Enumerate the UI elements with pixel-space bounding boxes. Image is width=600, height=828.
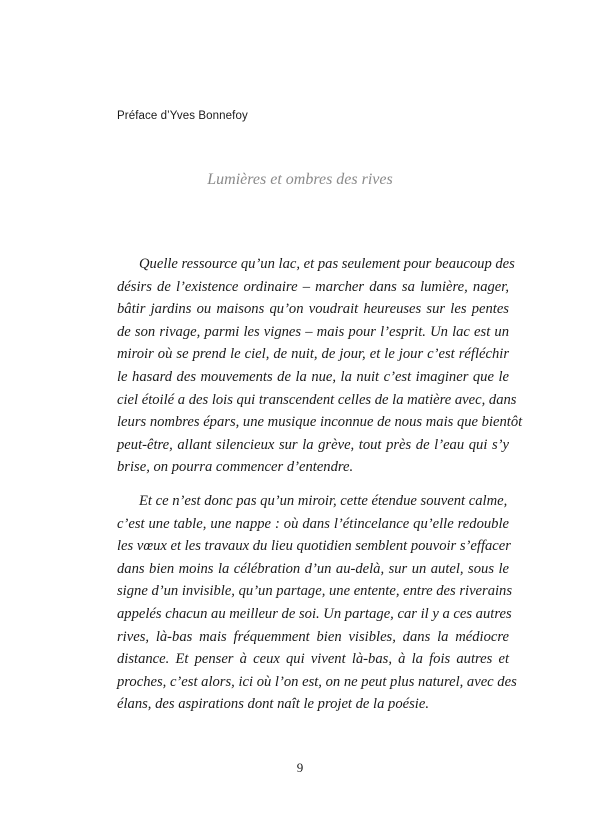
text-line: distance. Et penser à ceux qui vivent là-bas, à la fois autres et	[117, 651, 509, 668]
text-line: brise, on pourra commencer d’entendre.	[117, 459, 354, 476]
text-line: ciel étoilé a des lois qui transcendent celles de la matière avec, dans	[117, 391, 517, 408]
text-line: bâtir jardins ou maisons qu’on voudrait heureuses sur les pentes	[117, 301, 509, 318]
paragraph-2	[117, 490, 517, 716]
text-line: leurs nombres épars, une musique inconnue de nous mais que bientôt	[117, 414, 523, 431]
text-line: miroir où se prend le ciel, de nuit, de jour, et le jour c’est réfléchir	[117, 346, 509, 363]
page-number: 9	[296, 760, 304, 775]
text-line: appelés chacun au meilleur de soi. Un partage, car il y a ces autres	[117, 605, 512, 622]
text-line: Et ce n’est donc pas qu’un miroir, cette étendue souvent calme,	[139, 493, 508, 509]
chapter-title: Lumières et ombres des rives	[207, 171, 393, 188]
text-line: proches, c’est alors, ici où l’on est, on ne peut plus naturel, avec des	[117, 673, 517, 690]
text-line: élans, des aspirations dont naît le projet de la poésie.	[117, 696, 429, 713]
text-line: peut-être, allant silencieux sur la grève, tout près de l’eau qui s’y	[117, 436, 509, 453]
text-line: signe d’un invisible, qu’un partage, une entente, entre des riverains	[117, 583, 513, 600]
preface-header: Préface d’Yves Bonnefoy	[117, 110, 248, 122]
text-line: Quelle ressource qu’un lac, et pas seulement pour beaucoup des	[139, 256, 515, 272]
text-line: c’est une table, une nappe : où dans l’étincelance qu’elle redouble	[117, 515, 509, 532]
text-line: dans bien moins la célébration d’un au-delà, sur un autel, sous le	[117, 560, 509, 577]
paragraph-1	[117, 253, 523, 479]
text-line: rives, là-bas mais fréquemment bien visibles, dans la médiocre	[117, 628, 509, 645]
text-line: le hasard des mouvements de la nue, la nuit c’est imaginer que le	[117, 368, 509, 385]
text-line: désirs de l’existence ordinaire – marcher dans sa lumière, nager,	[117, 278, 509, 295]
text-line: de son rivage, parmi les vignes – mais pour l’esprit. Un lac est un	[117, 323, 509, 340]
text-line: les vœux et les travaux du lieu quotidien semblent pouvoir s’effacer	[117, 538, 511, 555]
